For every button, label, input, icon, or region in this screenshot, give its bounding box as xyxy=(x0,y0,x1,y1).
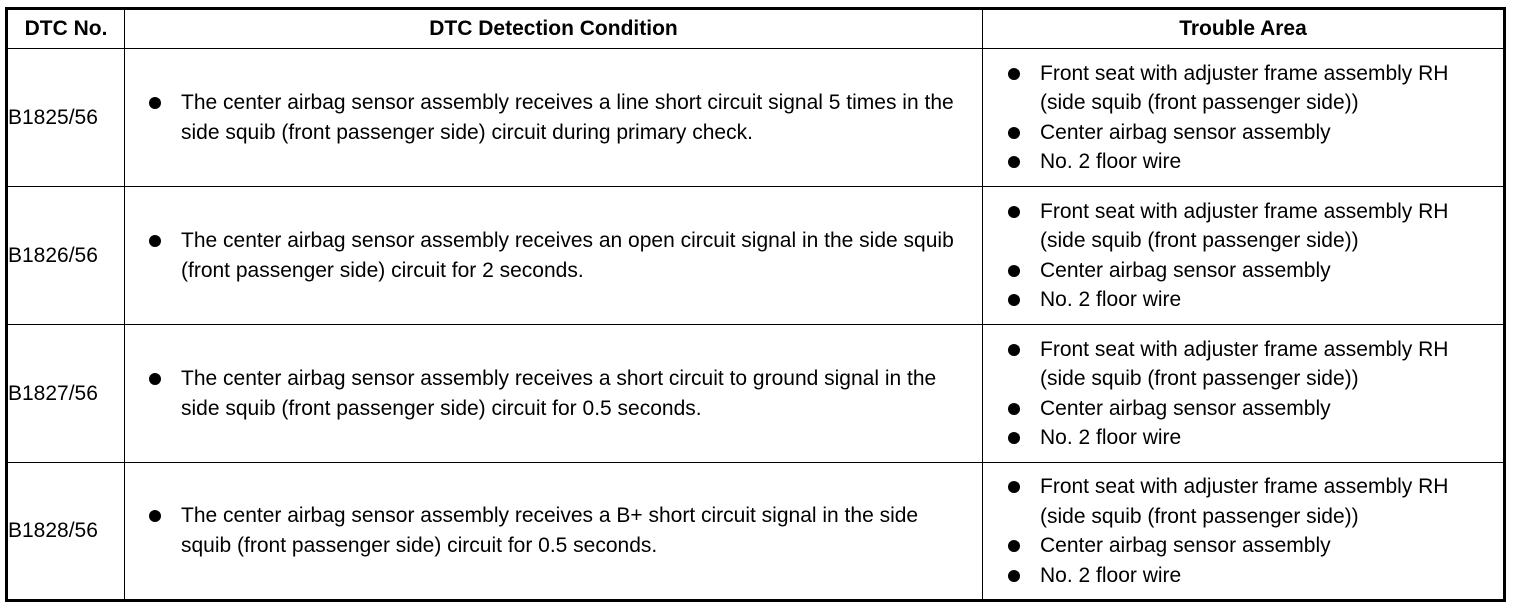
condition-item xyxy=(125,88,982,148)
trouble-area-item xyxy=(983,335,1503,394)
trouble-area-text: No. 2 floor wire xyxy=(1040,563,1182,587)
bullet-icon xyxy=(1008,265,1020,277)
condition-item xyxy=(125,364,982,424)
trouble-area-text: Center airbag sensor assembly xyxy=(1040,120,1331,144)
trouble-area-cell xyxy=(983,325,1505,463)
table-row xyxy=(7,49,1505,187)
bullet-icon xyxy=(1008,294,1020,306)
bullet-icon xyxy=(149,235,161,247)
trouble-area-text: Front seat with adjuster frame assembly RH (side squib (front passenger side)) xyxy=(1040,337,1449,390)
condition-item xyxy=(125,501,982,561)
condition-text: The center airbag sensor assembly receives an open circuit signal in the side squib (front passenger side) circuit for 2 seconds. xyxy=(181,228,954,282)
trouble-area-text: No. 2 floor wire xyxy=(1040,288,1182,311)
trouble-area-text: Front seat with adjuster frame assembly RH (side squib (front passenger side)) xyxy=(1040,475,1449,528)
condition-text: The center airbag sensor assembly receives a B+ short circuit signal in the side squib (front passenger side) circuit for 0.5 seconds. xyxy=(181,504,919,557)
table-row xyxy=(7,325,1505,463)
header-condition: DTC Detection Condition xyxy=(125,9,983,49)
trouble-area-cell xyxy=(983,49,1505,187)
detection-condition-cell xyxy=(125,325,983,463)
trouble-area-text: Front seat with adjuster frame assembly RH (side squib (front passenger side)) xyxy=(1040,199,1449,252)
trouble-area-text: No. 2 floor wire xyxy=(1040,150,1182,173)
bullet-icon xyxy=(1008,570,1020,582)
detection-condition-cell xyxy=(125,187,983,325)
dtc-table xyxy=(5,7,1506,602)
bullet-icon xyxy=(1008,68,1020,80)
detection-condition-cell xyxy=(125,463,983,601)
bullet-icon xyxy=(149,373,161,385)
trouble-area-item xyxy=(983,423,1503,453)
trouble-area-item xyxy=(983,531,1503,561)
trouble-area-item xyxy=(983,394,1503,424)
trouble-area-text: Center airbag sensor assembly xyxy=(1040,534,1331,557)
header-row xyxy=(7,9,1505,49)
bullet-icon xyxy=(1008,127,1020,139)
detection-condition-cell xyxy=(125,49,983,187)
table-row xyxy=(7,463,1505,601)
bullet-icon xyxy=(1008,540,1020,552)
trouble-area-cell xyxy=(983,463,1505,601)
trouble-area-item xyxy=(983,147,1503,177)
dtc-code: B1825/56 xyxy=(7,49,125,187)
trouble-area-item xyxy=(983,472,1503,531)
trouble-area-item xyxy=(983,197,1503,256)
condition-text: The center airbag sensor assembly receives a short circuit to ground signal in the side squib (front passenger side) circuit for 0.5 seconds. xyxy=(181,366,937,420)
trouble-area-item xyxy=(983,561,1503,591)
bullet-icon xyxy=(1008,481,1020,493)
table-row xyxy=(7,187,1505,325)
bullet-icon xyxy=(149,510,161,522)
trouble-area-text: Center airbag sensor assembly xyxy=(1040,258,1331,282)
bullet-icon xyxy=(1008,344,1020,356)
condition-text: The center airbag sensor assembly receives a line short circuit signal 5 times in the side squib (front passenger side) circuit during primary check. xyxy=(181,90,954,144)
trouble-area-text: Front seat with adjuster frame assembly RH (side squib (front passenger side)) xyxy=(1040,61,1449,114)
trouble-area-text: Center airbag sensor assembly xyxy=(1040,396,1331,420)
bullet-icon xyxy=(1008,206,1020,218)
trouble-area-item xyxy=(983,118,1503,148)
dtc-code: B1827/56 xyxy=(7,325,125,463)
bullet-icon xyxy=(149,97,161,109)
bullet-icon xyxy=(1008,403,1020,415)
bullet-icon xyxy=(1008,156,1020,168)
trouble-area-cell xyxy=(983,187,1505,325)
trouble-area-item xyxy=(983,256,1503,286)
header-dtc-no: DTC No. xyxy=(7,9,125,49)
bullet-icon xyxy=(1008,432,1020,444)
header-trouble-area: Trouble Area xyxy=(983,9,1505,49)
trouble-area-text: No. 2 floor wire xyxy=(1040,426,1182,449)
trouble-area-item xyxy=(983,285,1503,315)
condition-item xyxy=(125,226,982,286)
dtc-code: B1826/56 xyxy=(7,187,125,325)
dtc-code: B1828/56 xyxy=(7,463,125,601)
trouble-area-item xyxy=(983,59,1503,118)
